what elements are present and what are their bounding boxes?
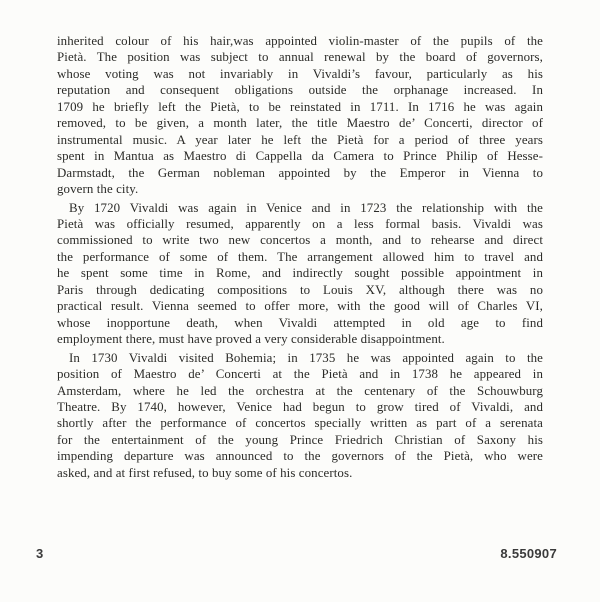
text-block: [57, 33, 543, 481]
text-line: inherited colour of his hair,was appointed violin-master of the pupils of the: [57, 34, 543, 48]
text-line: Paris through dedicating compositions to Louis XV, although there was no: [57, 282, 543, 297]
paragraph: [57, 33, 543, 198]
paragraph: [57, 200, 543, 348]
text-line: reputation and consequent obligations outside the orphanage increased. In: [57, 83, 543, 98]
text-line: the performance of some of them. The arrangement allowed him to travel and: [57, 249, 543, 264]
text-line: Pietà. The position was subject to annual renewal by the board of governors,: [57, 50, 543, 65]
text-line: In 1730 Vivaldi visited Bohemia; in 1735 he was appointed again to the: [69, 350, 543, 365]
text-line: impending departure was announced to the governors of the Pietà, who were: [57, 449, 543, 464]
text-line: position of Maestro de’ Concerti at the Pietà and in 1738 he appeared in: [57, 367, 543, 382]
text-line: Darmstadt, the German nobleman appointed by the Emperor in Vienna to: [57, 165, 543, 180]
page-number: 3: [36, 546, 44, 561]
text-line: spent in Mantua as Maestro di Cappella da Camera to Prince Philip of Hesse-: [57, 149, 543, 164]
text-line: asked, and at first refused, to buy some of his concertos.: [57, 465, 353, 480]
text-line: employment there, must have proved a very considerable disappointment.: [57, 332, 445, 347]
text-line: whose voting was not invariably in Vivaldi’s favour, particularly as his: [57, 66, 543, 81]
text-line: instrumental music. A year later he left the Pietà for a period of three years: [57, 132, 543, 147]
text-line: shortly after the performance of concertos specially written as part of a serenata: [57, 416, 543, 431]
text-line: govern the city.: [57, 182, 139, 197]
text-line: whose inopportune death, when Vivaldi attempted in old age to find: [57, 315, 543, 330]
text-line: for the entertainment of the young Prince Friedrich Christian of Saxony his: [57, 432, 543, 447]
text-line: Theatre. By 1740, however, Venice had begun to grow tired of Vivaldi, and: [57, 399, 543, 414]
text-line: practical result. Vienna seemed to offer more, with the good will of Charles VI,: [57, 299, 543, 314]
text-line: Pietà was officially resumed, apparently on a less formal basis. Vivaldi was: [57, 216, 543, 231]
text-line: By 1720 Vivaldi was again in Venice and in 1723 the relationship with the: [69, 200, 543, 215]
text-line: 1709 he briefly left the Pietà, to be reinstated in 1711. In 1716 he was again: [57, 99, 543, 114]
catalog-number: 8.550907: [500, 546, 557, 561]
text-line: commissioned to write two new concertos a month, and to rehearse and direct: [57, 233, 543, 248]
text-line: Amsterdam, where he led the orchestra at the centenary of the Schouwburg: [57, 383, 543, 398]
text-line: removed, to be given, a month later, the title Maestro de’ Concerti, director of: [57, 116, 543, 131]
page-footer: [0, 546, 600, 564]
text-line: he spent some time in Rome, and indirectly sought possible appointment in: [57, 266, 543, 281]
paragraph: [57, 350, 543, 482]
